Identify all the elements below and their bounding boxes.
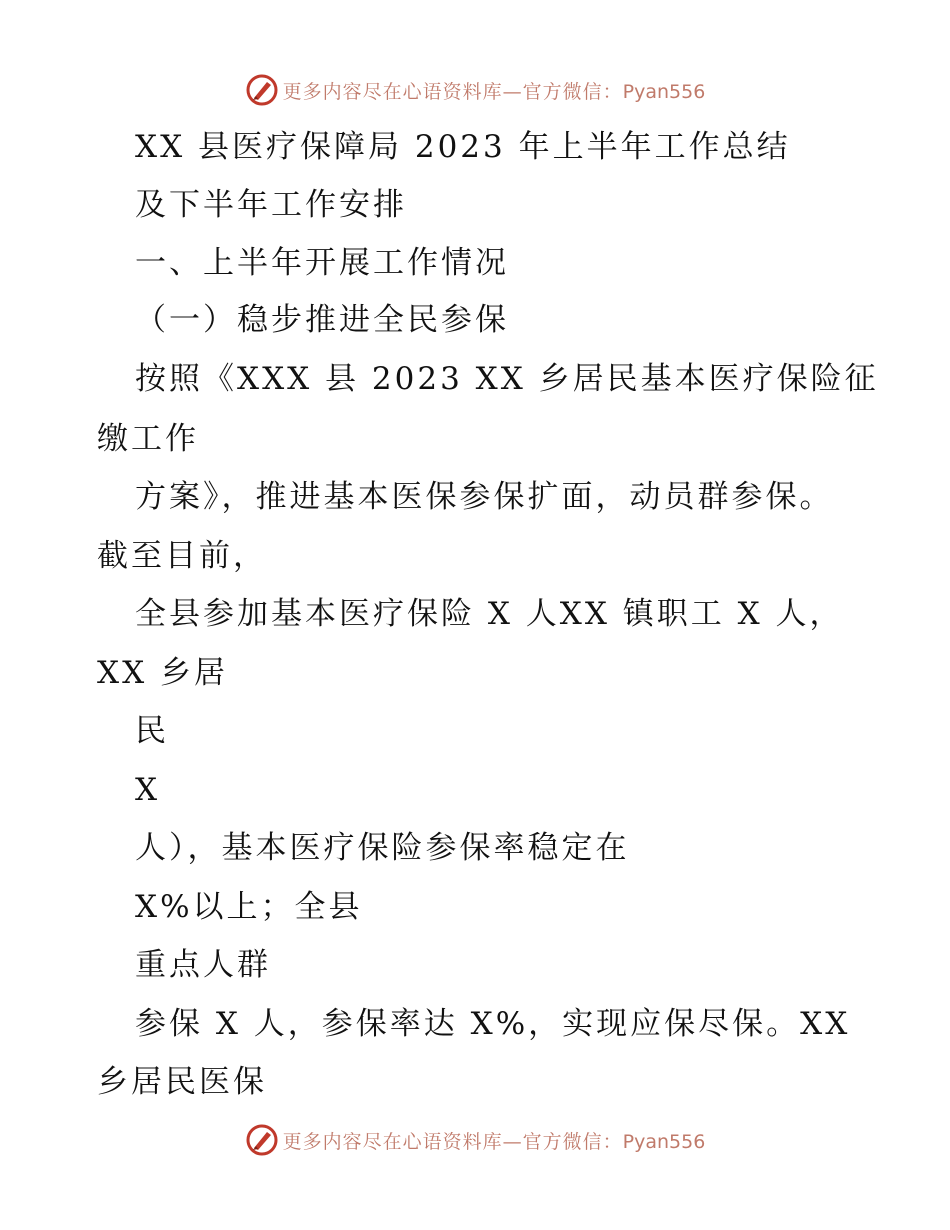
paragraph-line: X%以上；全县 xyxy=(135,889,363,925)
doc-title-line-1: XX 县医疗保障局 2023 年上半年工作总结 xyxy=(135,129,791,165)
watermark-footer xyxy=(0,1120,950,1160)
paragraph-line: 乡居民医保 xyxy=(97,1064,267,1100)
subsection-heading: （一）稳步推进全民参保 xyxy=(135,302,509,338)
paragraph-line: X xyxy=(135,772,161,808)
paragraph-line: 截至目前， xyxy=(97,538,267,574)
quill-pen-seal-icon xyxy=(245,73,279,107)
paragraph-line: 缴工作 xyxy=(97,421,199,457)
paragraph-line: 参保 X 人，参保率达 X%，实现应保尽保。XX xyxy=(135,1006,851,1042)
paragraph-line: 方案》，推进基本医保参保扩面，动员群参保。 xyxy=(135,479,834,515)
watermark-header xyxy=(0,70,950,110)
watermark-text: 更多内容尽在心语资料库—官方微信：Pyan556 xyxy=(282,1130,706,1153)
paragraph-line: 人），基本医疗保险参保率稳定在 xyxy=(135,830,630,866)
section-heading: 一、上半年开展工作情况 xyxy=(135,245,509,281)
watermark-text: 更多内容尽在心语资料库—官方微信：Pyan556 xyxy=(282,80,706,103)
paragraph-line: 按照《XXX 县 2023 XX 乡居民基本医疗保险征 xyxy=(135,361,879,397)
quill-pen-seal-icon xyxy=(245,1123,279,1157)
doc-title-line-2: 及下半年工作安排 xyxy=(135,187,407,223)
paragraph-line: 重点人群 xyxy=(135,947,271,983)
paragraph-line: XX 乡居 xyxy=(97,655,228,691)
paragraph-line: 民 xyxy=(135,713,169,749)
paragraph-line: 全县参加基本医疗保险 X 人XX 镇职工 X 人， xyxy=(135,596,844,632)
